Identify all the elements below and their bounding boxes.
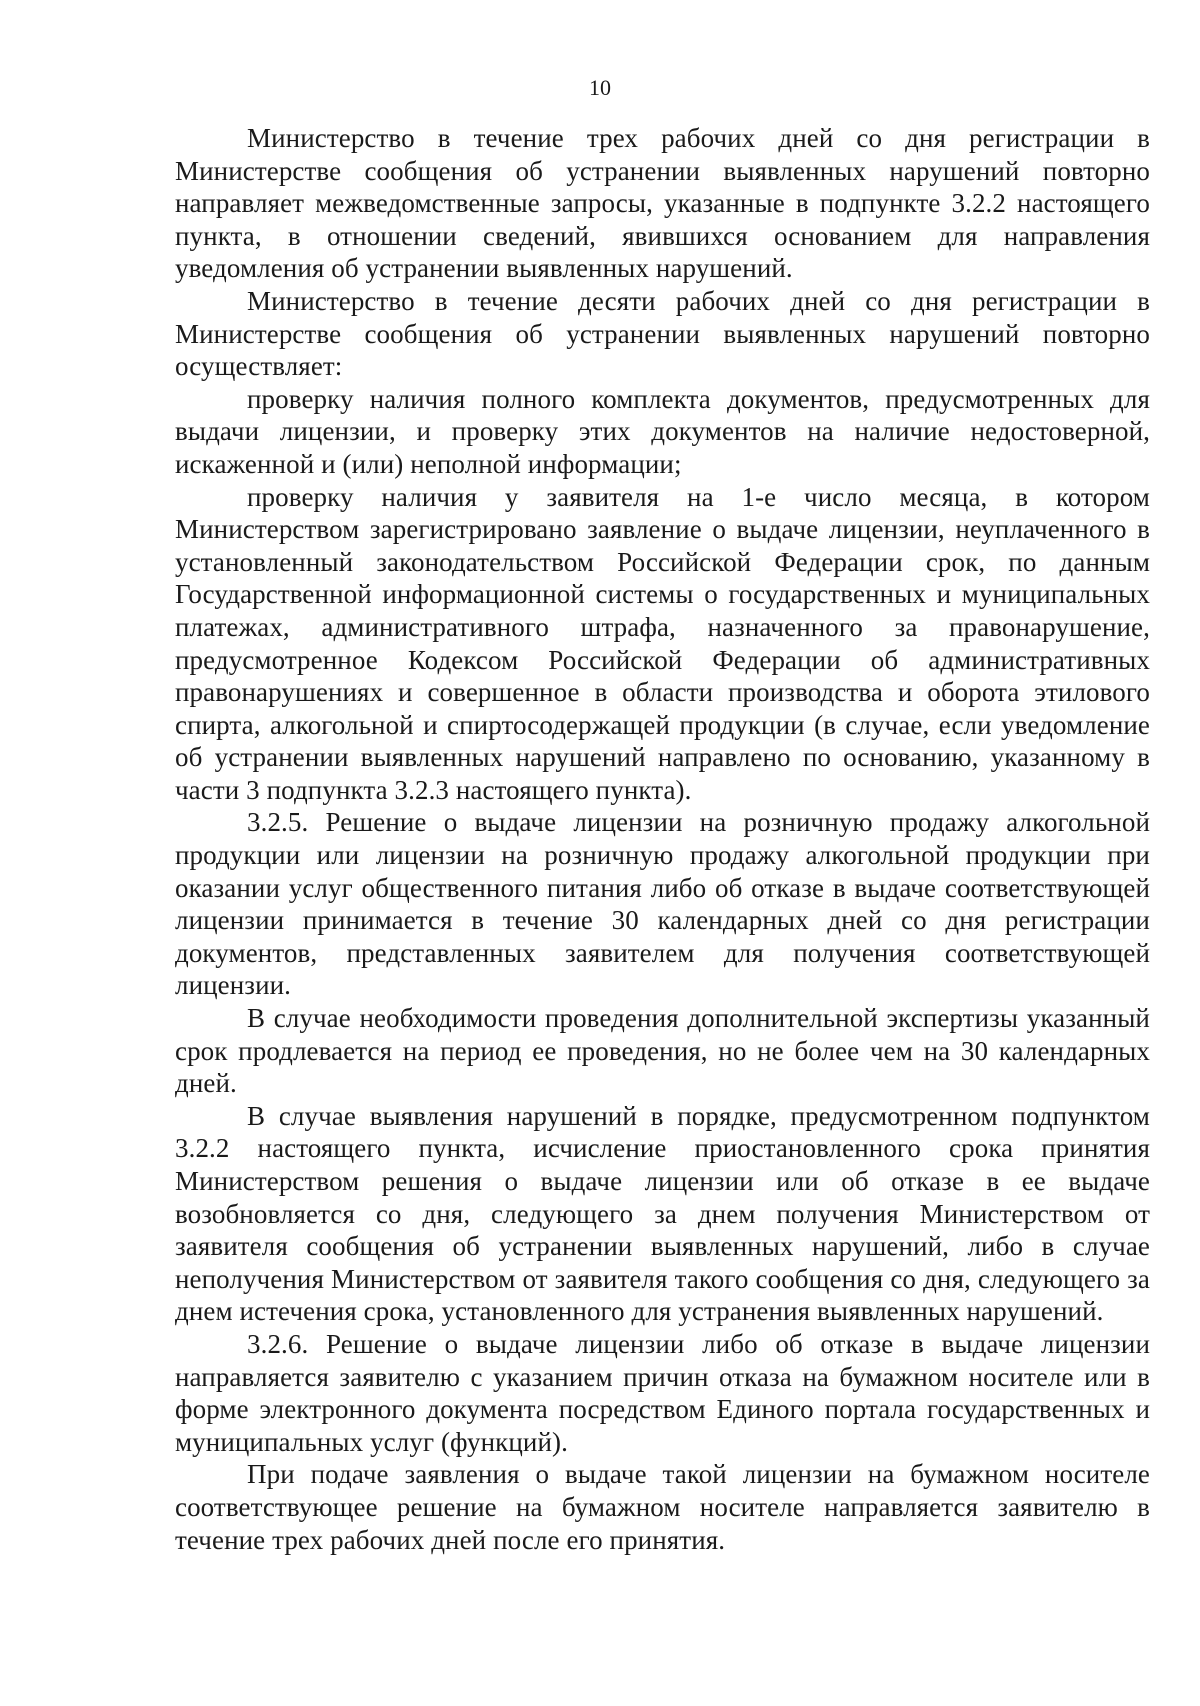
paragraph-3-2-5: 3.2.5. Решение о выдаче лицензии на розничную продажу алкогольной продукции или лицензии на розничную продажу алкогольной продукции при оказании услуг общественного питания либо об отказе в выдаче соответствующей лицензии принимается в течение 30 календарных дней со дня регистрации документов, представленных заявителем для получения соответствующей лицензии. xyxy=(175,807,1150,1001)
paragraph-fine-check: проверку наличия у заявителя на 1-е число месяца, в котором Министерством зарегистрировано заявление о выдаче лицензии, неуплаченного в установленный законодательством Российской Федерации срок, по данным Государственной информационной системы о государственных и муниципальных платежах, административного штрафа, назначенного за правонарушение, предусмотренное Кодексом Российской Федерации об административных правонарушениях и совершенное в области производства и оборота этилового спирта, алкогольной и спиртосодержащей продукции (в случае, если уведомление об устранении выявленных нарушений направлено по основанию, указанному в части 3 подпункта 3.2.3 настоящего пункта). xyxy=(175,481,1150,805)
page-number: 10 xyxy=(589,75,611,100)
paragraph-repeat-requests: Министерство в течение трех рабочих дней со дня регистрации в Министерстве сообщения об устранении выявленных нарушений повторно направляет межведомственные запросы, указанные в подпункте 3.2.2 настоящего пункта, в отношении сведений, явившихся основанием для направления уведомления об устранении выявленных нарушений. xyxy=(175,123,1150,284)
paragraph-documents-check: проверку наличия полного комплекта документов, предусмотренных для выдачи лицензии, и проверку этих документов на наличие недостоверной, искаженной и (или) неполной информации; xyxy=(175,383,1150,479)
paragraph-expertise-extension: В случае необходимости проведения дополнительной экспертизы указанный срок продлевается на период ее проведения, но не более чем на 30 календарных дней. xyxy=(175,1003,1150,1099)
paragraph-paper-decision: При подаче заявления о выдаче такой лицензии на бумажном носителе соответствующее решение на бумажном носителе направляется заявителю в течение трех рабочих дней после его принятия. xyxy=(175,1459,1150,1555)
paragraph-3-2-6: 3.2.6. Решение о выдаче лицензии либо об отказе в выдаче лицензии направляется заявителю с указанием причин отказа на бумажном носителе или в форме электронного документа посредством Единого портала государственных и муниципальных услуг (функций). xyxy=(175,1328,1150,1457)
paragraph-term-resumption: В случае выявления нарушений в порядке, предусмотренном подпунктом 3.2.2 настоящего пункта, исчисление приостановленного срока принятия Министерством решения о выдаче лицензии или об отказе в ее выдаче возобновляется со дня, следующего за днем получения Министерством от заявителя сообщения об устранении выявленных нарушений, либо в случае неполучения Министерством от заявителя такого сообщения со дня, следующего за днем истечения срока, установленного для устранения выявленных нарушений. xyxy=(175,1100,1150,1327)
paragraph-repeat-check-intro: Министерство в течение десяти рабочих дней со дня регистрации в Министерстве сообщения об устранении выявленных нарушений повторно осуществляет: xyxy=(175,285,1150,382)
document-body xyxy=(175,122,1150,1556)
